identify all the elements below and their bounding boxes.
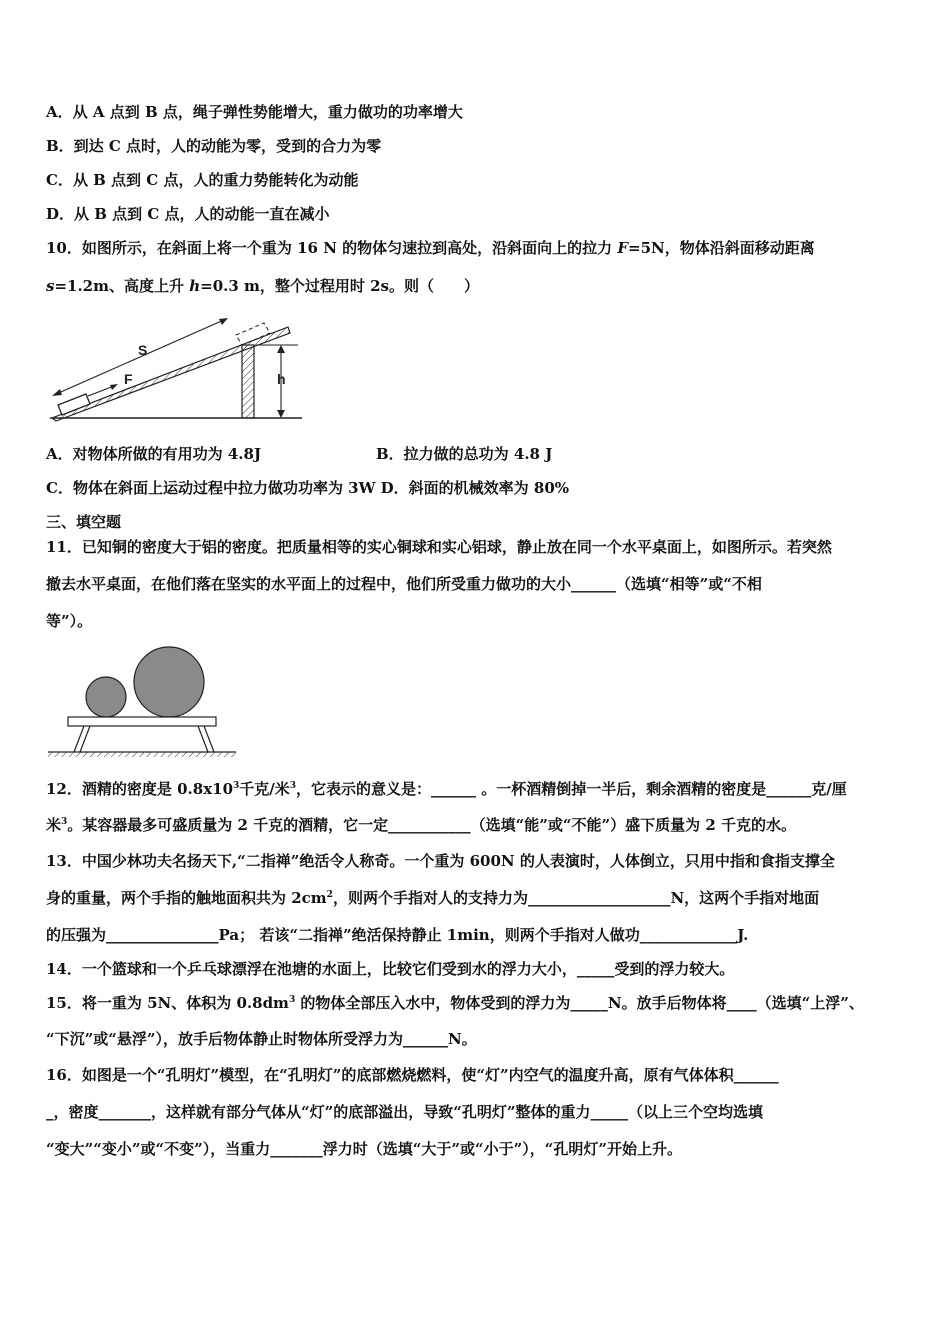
q9-option-d: D．从 B 点到 C 点，人的动能一直在减小 xyxy=(46,205,330,223)
q15-line2: “下沉”或“悬浮”），放手后物体静止时物体所受浮力为______N。 xyxy=(46,1030,477,1048)
q13-line1: 13．中国少林功夫名扬天下,“二指禅”绝活令人称奇。一个重为 600N 的人表演时，人体倒立，只用中指和食指支撑全 xyxy=(46,852,835,870)
q11-line3: 等”）。 xyxy=(46,612,93,630)
q10-stem-line1: 10．如图所示，在斜面上将一个重为 16 N 的物体匀速拉到高处，沿斜面向上的拉力 F=5N，物体沿斜面移动距离 xyxy=(46,239,815,257)
q9-option-a: A．从 A 点到 B 点，绳子弹性势能增大，重力做功的功率增大 xyxy=(46,103,463,121)
label-f: F xyxy=(124,371,133,387)
table-leg-left xyxy=(74,726,84,752)
q10-stem-line2: s=1.2m、高度上升 h=0.3 m，整个过程用时 2s。则（ ） xyxy=(46,277,479,295)
q12-line2: 米$^3$。某容器最多可盛质量为 2 千克的酒精，它一定___________（选填“能”或“不能”）盛下质量为 2 千克的水。 xyxy=(46,816,797,834)
q10-options-ab xyxy=(46,444,553,464)
distance-arrowhead-end xyxy=(219,318,228,325)
support-post xyxy=(242,345,254,418)
q10-option-b: B．拉力做的总功为 4.8 J xyxy=(376,445,553,463)
table-top xyxy=(68,717,216,726)
height-arrowhead-bottom xyxy=(277,410,285,418)
incline-figure xyxy=(40,305,310,430)
distance-arrowhead-start xyxy=(52,389,62,396)
small-ball xyxy=(86,677,126,717)
q10-option-a: A．对物体所做的有用功为 4.8J xyxy=(46,445,262,463)
q9-option-c: C．从 B 点到 C 点，人的重力势能转化为动能 xyxy=(46,171,359,189)
q11-line1: 11．已知铜的密度大于铝的密度。把质量相等的实心铜球和实心铝球，静止放在同一个水平桌面上，如图所示。若突然 xyxy=(46,538,832,556)
q11-line2: 撤去水平桌面，在他们落在坚实的水平面上的过程中，他们所受重力做功的大小______（选填“相等”或“不相 xyxy=(46,575,762,593)
table-leg-right-inner xyxy=(204,726,214,752)
floor-hatch xyxy=(48,752,236,757)
section-title: 三、填空题 xyxy=(46,513,122,531)
q13-line2: 身的重量，两个手指的触地面积共为 $2cm^2$，则两个手指对人的支持力为___________________N，这两个手指对地面 xyxy=(46,889,820,907)
label-h: h xyxy=(277,371,286,387)
q13-line3: 的压强为_______________Pa； 若该“二指禅”绝活保持静止 1min，则两个手指对人做功_____________J. xyxy=(46,926,749,944)
table-leg-right xyxy=(198,726,208,752)
q16-line1: 16．如图是一个“孔明灯”模型，在“孔明灯”的底部燃烧燃料，使“灯”内空气的温度升高，原有气体体积______ xyxy=(46,1066,779,1084)
q15-line1: 15．将一重为 5N、体积为 $0.8dm^3$ 的物体全部压入水中，物体受到的浮力为_____N。放手后物体将____（选填“上浮”、 xyxy=(46,994,864,1012)
q10-options-cd: C．物体在斜面上运动过程中拉力做功功率为 3W D．斜面的机械效率为 80% xyxy=(46,479,570,497)
label-s: S xyxy=(138,342,148,358)
large-ball xyxy=(134,647,204,717)
force-arrow xyxy=(88,386,114,396)
balls-on-table-figure xyxy=(44,640,244,765)
q16-line3: “变大”“变小”或“不变”），当重力_______浮力时（选填“大于”或“小于”），“孔明灯”开始上升。 xyxy=(46,1140,683,1158)
force-arrowhead xyxy=(110,384,118,390)
q9-option-b: B．到达 C 点时，人的动能为零，受到的合力为零 xyxy=(46,137,382,155)
table-leg-left-inner xyxy=(80,726,90,752)
q16-line2: _，密度_______，这样就有部分气体从“灯”的底部溢出，导致“孔明灯”整体的重力_____（以上三个空均选填 xyxy=(46,1103,764,1121)
q14-line1: 14．一个篮球和一个乒乓球漂浮在池塘的水面上，比较它们受到水的浮力大小，_____受到的浮力较大。 xyxy=(46,960,735,978)
height-arrowhead-top xyxy=(277,345,285,353)
q12-line1: 12．酒精的密度是 $0.8x10^3$千克/米$^3$，它表示的意义是：______ 。一杯酒精倒掉一半后，剩余酒精的密度是______克/厘 xyxy=(46,780,847,798)
